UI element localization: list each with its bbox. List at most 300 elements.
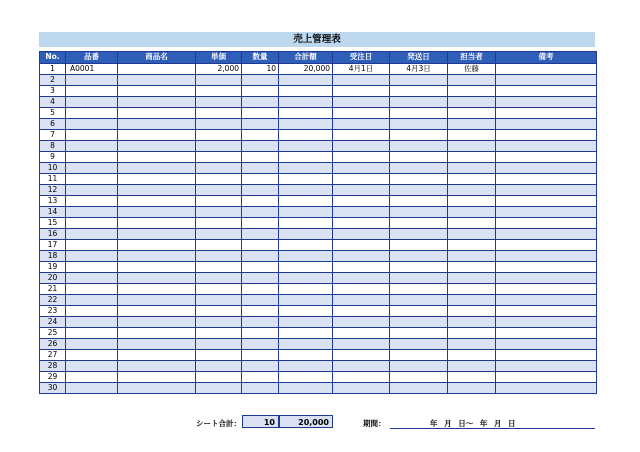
row-code-cell[interactable] — [66, 294, 118, 305]
row-order-date-cell[interactable] — [333, 206, 390, 217]
col-header-no: No. — [40, 52, 66, 64]
row-rep-cell[interactable] — [448, 96, 496, 107]
row-qty-cell[interactable] — [242, 206, 279, 217]
row-qty-cell[interactable] — [242, 184, 279, 195]
row-note-cell[interactable] — [496, 162, 597, 173]
row-note-cell[interactable] — [496, 63, 597, 74]
row-name-cell[interactable] — [118, 129, 196, 140]
row-qty-cell[interactable] — [242, 217, 279, 228]
table-row — [40, 96, 597, 107]
row-name-cell[interactable] — [118, 184, 196, 195]
row-price-cell[interactable] — [196, 305, 242, 316]
row-ship-date-cell[interactable] — [390, 327, 448, 338]
row-rep-cell[interactable] — [448, 206, 496, 217]
row-code-cell[interactable] — [66, 118, 118, 129]
row-no-cell: 19 — [40, 261, 66, 272]
row-total-cell[interactable] — [279, 129, 333, 140]
row-total-cell[interactable] — [279, 382, 333, 393]
row-name-cell[interactable] — [118, 349, 196, 360]
row-ship-date-cell[interactable] — [390, 107, 448, 118]
row-code-cell[interactable] — [66, 239, 118, 250]
row-name-cell[interactable] — [118, 261, 196, 272]
row-code-cell[interactable] — [66, 151, 118, 162]
row-order-date-cell[interactable] — [333, 349, 390, 360]
row-rep-cell[interactable] — [448, 349, 496, 360]
row-order-date-cell[interactable] — [333, 371, 390, 382]
table-row — [40, 261, 597, 272]
qty-total-cell[interactable]: 10 — [242, 415, 279, 428]
row-price-cell[interactable] — [196, 360, 242, 371]
row-total-cell[interactable] — [279, 261, 333, 272]
row-name-cell[interactable] — [118, 96, 196, 107]
row-total-cell[interactable]: 20,000 — [279, 63, 333, 74]
row-price-cell[interactable] — [196, 74, 242, 85]
row-note-cell[interactable] — [496, 140, 597, 151]
row-order-date-cell[interactable] — [333, 305, 390, 316]
row-qty-cell[interactable] — [242, 162, 279, 173]
row-qty-cell[interactable] — [242, 349, 279, 360]
row-name-cell[interactable] — [118, 228, 196, 239]
row-code-cell[interactable] — [66, 250, 118, 261]
row-name-cell[interactable] — [118, 371, 196, 382]
row-rep-cell[interactable] — [448, 118, 496, 129]
row-total-cell[interactable] — [279, 140, 333, 151]
row-price-cell[interactable] — [196, 272, 242, 283]
row-name-cell[interactable] — [118, 206, 196, 217]
row-qty-cell[interactable]: 10 — [242, 63, 279, 74]
table-row — [40, 228, 597, 239]
row-ship-date-cell[interactable] — [390, 85, 448, 96]
row-ship-date-cell[interactable] — [390, 118, 448, 129]
row-ship-date-cell[interactable] — [390, 338, 448, 349]
row-price-cell[interactable] — [196, 162, 242, 173]
table-header-row — [40, 52, 597, 64]
row-ship-date-cell[interactable] — [390, 239, 448, 250]
row-code-cell[interactable] — [66, 305, 118, 316]
row-rep-cell[interactable] — [448, 228, 496, 239]
row-ship-date-cell[interactable] — [390, 206, 448, 217]
row-code-cell[interactable] — [66, 107, 118, 118]
row-order-date-cell[interactable] — [333, 360, 390, 371]
row-qty-cell[interactable] — [242, 195, 279, 206]
row-qty-cell[interactable] — [242, 107, 279, 118]
row-qty-cell[interactable] — [242, 129, 279, 140]
row-ship-date-cell[interactable] — [390, 74, 448, 85]
row-total-cell[interactable] — [279, 349, 333, 360]
row-note-cell[interactable] — [496, 316, 597, 327]
row-order-date-cell[interactable] — [333, 195, 390, 206]
row-qty-cell[interactable] — [242, 250, 279, 261]
row-ship-date-cell[interactable] — [390, 283, 448, 294]
row-code-cell[interactable]: A0001 — [66, 63, 118, 74]
row-total-cell[interactable] — [279, 316, 333, 327]
row-note-cell[interactable] — [496, 349, 597, 360]
row-order-date-cell[interactable] — [333, 85, 390, 96]
row-ship-date-cell[interactable]: 4月3日 — [390, 63, 448, 74]
row-qty-cell[interactable] — [242, 239, 279, 250]
row-name-cell[interactable] — [118, 162, 196, 173]
row-total-cell[interactable] — [279, 107, 333, 118]
row-price-cell[interactable]: 2,000 — [196, 63, 242, 74]
row-qty-cell[interactable] — [242, 283, 279, 294]
row-ship-date-cell[interactable] — [390, 349, 448, 360]
table-row — [40, 206, 597, 217]
row-no-cell: 28 — [40, 360, 66, 371]
row-total-cell[interactable] — [279, 217, 333, 228]
row-code-cell[interactable] — [66, 272, 118, 283]
row-order-date-cell[interactable] — [333, 151, 390, 162]
row-name-cell[interactable] — [118, 250, 196, 261]
row-order-date-cell[interactable] — [333, 107, 390, 118]
row-code-cell[interactable] — [66, 217, 118, 228]
row-total-cell[interactable] — [279, 74, 333, 85]
row-price-cell[interactable] — [196, 140, 242, 151]
row-qty-cell[interactable] — [242, 173, 279, 184]
row-code-cell[interactable] — [66, 349, 118, 360]
row-rep-cell[interactable] — [448, 85, 496, 96]
row-note-cell[interactable] — [496, 327, 597, 338]
row-note-cell[interactable] — [496, 250, 597, 261]
row-price-cell[interactable] — [196, 371, 242, 382]
row-name-cell[interactable] — [118, 85, 196, 96]
row-note-cell[interactable] — [496, 272, 597, 283]
row-ship-date-cell[interactable] — [390, 217, 448, 228]
row-qty-cell[interactable] — [242, 360, 279, 371]
row-no-cell: 16 — [40, 228, 66, 239]
row-price-cell[interactable] — [196, 217, 242, 228]
row-price-cell[interactable] — [196, 118, 242, 129]
row-name-cell[interactable] — [118, 107, 196, 118]
row-price-cell[interactable] — [196, 294, 242, 305]
row-name-cell[interactable] — [118, 63, 196, 74]
row-qty-cell[interactable] — [242, 338, 279, 349]
amount-total-cell[interactable]: 20,000 — [279, 415, 333, 428]
row-order-date-cell[interactable] — [333, 261, 390, 272]
row-total-cell[interactable] — [279, 206, 333, 217]
row-code-cell[interactable] — [66, 261, 118, 272]
row-code-cell[interactable] — [66, 74, 118, 85]
row-rep-cell[interactable] — [448, 261, 496, 272]
row-ship-date-cell[interactable] — [390, 250, 448, 261]
row-code-cell[interactable] — [66, 184, 118, 195]
period-label: 期間： — [363, 419, 386, 428]
row-price-cell[interactable] — [196, 327, 242, 338]
row-note-cell[interactable] — [496, 107, 597, 118]
row-qty-cell[interactable] — [242, 74, 279, 85]
row-note-cell[interactable] — [496, 360, 597, 371]
row-price-cell[interactable] — [196, 96, 242, 107]
row-total-cell[interactable] — [279, 360, 333, 371]
row-note-cell[interactable] — [496, 283, 597, 294]
row-total-cell[interactable] — [279, 338, 333, 349]
row-order-date-cell[interactable] — [333, 239, 390, 250]
row-rep-cell[interactable] — [448, 173, 496, 184]
row-order-date-cell[interactable]: 4月1日 — [333, 63, 390, 74]
row-order-date-cell[interactable] — [333, 129, 390, 140]
row-rep-cell[interactable] — [448, 140, 496, 151]
row-qty-cell[interactable] — [242, 371, 279, 382]
row-total-cell[interactable] — [279, 272, 333, 283]
row-total-cell[interactable] — [279, 327, 333, 338]
row-order-date-cell[interactable] — [333, 184, 390, 195]
row-ship-date-cell[interactable] — [390, 129, 448, 140]
row-rep-cell[interactable] — [448, 316, 496, 327]
col-header-price: 単価 — [196, 52, 242, 64]
row-name-cell[interactable] — [118, 283, 196, 294]
table-row — [40, 85, 597, 96]
period-value[interactable]: 年 月 日～ 年 月 日 — [430, 419, 516, 428]
row-name-cell[interactable] — [118, 217, 196, 228]
row-total-cell[interactable] — [279, 85, 333, 96]
row-qty-cell[interactable] — [242, 140, 279, 151]
row-total-cell[interactable] — [279, 228, 333, 239]
row-name-cell[interactable] — [118, 140, 196, 151]
row-note-cell[interactable] — [496, 239, 597, 250]
row-code-cell[interactable] — [66, 316, 118, 327]
row-ship-date-cell[interactable] — [390, 96, 448, 107]
row-code-cell[interactable] — [66, 206, 118, 217]
row-name-cell[interactable] — [118, 74, 196, 85]
row-code-cell[interactable] — [66, 371, 118, 382]
row-note-cell[interactable] — [496, 228, 597, 239]
row-no-cell: 6 — [40, 118, 66, 129]
row-rep-cell[interactable] — [448, 217, 496, 228]
row-total-cell[interactable] — [279, 173, 333, 184]
row-code-cell[interactable] — [66, 96, 118, 107]
row-name-cell[interactable] — [118, 382, 196, 393]
sheet-total-label: シート合計： — [196, 419, 241, 428]
row-code-cell[interactable] — [66, 228, 118, 239]
row-code-cell[interactable] — [66, 338, 118, 349]
row-name-cell[interactable] — [118, 272, 196, 283]
row-price-cell[interactable] — [196, 85, 242, 96]
row-name-cell[interactable] — [118, 327, 196, 338]
row-ship-date-cell[interactable] — [390, 173, 448, 184]
row-price-cell[interactable] — [196, 261, 242, 272]
row-rep-cell[interactable] — [448, 360, 496, 371]
row-code-cell[interactable] — [66, 360, 118, 371]
row-total-cell[interactable] — [279, 118, 333, 129]
row-note-cell[interactable] — [496, 151, 597, 162]
row-price-cell[interactable] — [196, 206, 242, 217]
row-ship-date-cell[interactable] — [390, 360, 448, 371]
row-name-cell[interactable] — [118, 151, 196, 162]
row-ship-date-cell[interactable] — [390, 195, 448, 206]
row-ship-date-cell[interactable] — [390, 272, 448, 283]
row-qty-cell[interactable] — [242, 272, 279, 283]
row-order-date-cell[interactable] — [333, 140, 390, 151]
row-rep-cell[interactable] — [448, 162, 496, 173]
row-qty-cell[interactable] — [242, 327, 279, 338]
row-rep-cell[interactable] — [448, 129, 496, 140]
row-name-cell[interactable] — [118, 305, 196, 316]
row-total-cell[interactable] — [279, 294, 333, 305]
row-qty-cell[interactable] — [242, 294, 279, 305]
row-price-cell[interactable] — [196, 107, 242, 118]
row-ship-date-cell[interactable] — [390, 228, 448, 239]
row-order-date-cell[interactable] — [333, 162, 390, 173]
row-name-cell[interactable] — [118, 173, 196, 184]
row-total-cell[interactable] — [279, 151, 333, 162]
row-price-cell[interactable] — [196, 228, 242, 239]
row-qty-cell[interactable] — [242, 316, 279, 327]
row-no-cell: 23 — [40, 305, 66, 316]
row-code-cell[interactable] — [66, 173, 118, 184]
row-price-cell[interactable] — [196, 382, 242, 393]
row-price-cell[interactable] — [196, 239, 242, 250]
row-qty-cell[interactable] — [242, 151, 279, 162]
col-header-note: 備考 — [496, 52, 597, 64]
row-price-cell[interactable] — [196, 338, 242, 349]
table-row — [40, 305, 597, 316]
row-ship-date-cell[interactable] — [390, 305, 448, 316]
row-total-cell[interactable] — [279, 305, 333, 316]
row-rep-cell[interactable] — [448, 283, 496, 294]
row-rep-cell[interactable] — [448, 74, 496, 85]
row-price-cell[interactable] — [196, 316, 242, 327]
row-code-cell[interactable] — [66, 162, 118, 173]
row-ship-date-cell[interactable] — [390, 184, 448, 195]
row-price-cell[interactable] — [196, 349, 242, 360]
row-name-cell[interactable] — [118, 294, 196, 305]
table-row — [40, 250, 597, 261]
row-rep-cell[interactable] — [448, 151, 496, 162]
row-rep-cell[interactable] — [448, 382, 496, 393]
row-name-cell[interactable] — [118, 118, 196, 129]
row-qty-cell[interactable] — [242, 85, 279, 96]
row-ship-date-cell[interactable] — [390, 382, 448, 393]
row-no-cell: 1 — [40, 63, 66, 74]
row-note-cell[interactable] — [496, 371, 597, 382]
row-rep-cell[interactable]: 佐藤 — [448, 63, 496, 74]
row-rep-cell[interactable] — [448, 250, 496, 261]
sheet-title: 売上管理表 — [39, 32, 595, 47]
row-rep-cell[interactable] — [448, 107, 496, 118]
row-price-cell[interactable] — [196, 173, 242, 184]
row-qty-cell[interactable] — [242, 382, 279, 393]
row-order-date-cell[interactable] — [333, 228, 390, 239]
row-ship-date-cell[interactable] — [390, 261, 448, 272]
row-no-cell: 12 — [40, 184, 66, 195]
row-ship-date-cell[interactable] — [390, 162, 448, 173]
row-ship-date-cell[interactable] — [390, 371, 448, 382]
row-note-cell[interactable] — [496, 195, 597, 206]
row-order-date-cell[interactable] — [333, 294, 390, 305]
row-code-cell[interactable] — [66, 382, 118, 393]
row-total-cell[interactable] — [279, 371, 333, 382]
row-code-cell[interactable] — [66, 327, 118, 338]
row-rep-cell[interactable] — [448, 338, 496, 349]
row-rep-cell[interactable] — [448, 195, 496, 206]
row-total-cell[interactable] — [279, 195, 333, 206]
row-order-date-cell[interactable] — [333, 173, 390, 184]
row-qty-cell[interactable] — [242, 305, 279, 316]
row-code-cell[interactable] — [66, 283, 118, 294]
row-qty-cell[interactable] — [242, 96, 279, 107]
table-row — [40, 151, 597, 162]
row-ship-date-cell[interactable] — [390, 151, 448, 162]
row-order-date-cell[interactable] — [333, 382, 390, 393]
row-note-cell[interactable] — [496, 382, 597, 393]
row-name-cell[interactable] — [118, 239, 196, 250]
row-total-cell[interactable] — [279, 96, 333, 107]
row-ship-date-cell[interactable] — [390, 294, 448, 305]
row-order-date-cell[interactable] — [333, 283, 390, 294]
row-rep-cell[interactable] — [448, 327, 496, 338]
row-note-cell[interactable] — [496, 305, 597, 316]
row-note-cell[interactable] — [496, 96, 597, 107]
row-note-cell[interactable] — [496, 294, 597, 305]
row-rep-cell[interactable] — [448, 371, 496, 382]
row-no-cell: 4 — [40, 96, 66, 107]
row-name-cell[interactable] — [118, 338, 196, 349]
row-order-date-cell[interactable] — [333, 316, 390, 327]
row-rep-cell[interactable] — [448, 294, 496, 305]
row-price-cell[interactable] — [196, 184, 242, 195]
row-rep-cell[interactable] — [448, 305, 496, 316]
row-note-cell[interactable] — [496, 85, 597, 96]
row-order-date-cell[interactable] — [333, 74, 390, 85]
row-note-cell[interactable] — [496, 184, 597, 195]
row-note-cell[interactable] — [496, 206, 597, 217]
row-code-cell[interactable] — [66, 129, 118, 140]
row-total-cell[interactable] — [279, 239, 333, 250]
row-price-cell[interactable] — [196, 129, 242, 140]
row-order-date-cell[interactable] — [333, 338, 390, 349]
row-order-date-cell[interactable] — [333, 118, 390, 129]
row-name-cell[interactable] — [118, 195, 196, 206]
row-qty-cell[interactable] — [242, 118, 279, 129]
row-order-date-cell[interactable] — [333, 272, 390, 283]
row-note-cell[interactable] — [496, 338, 597, 349]
row-ship-date-cell[interactable] — [390, 140, 448, 151]
row-order-date-cell[interactable] — [333, 250, 390, 261]
row-code-cell[interactable] — [66, 85, 118, 96]
row-note-cell[interactable] — [496, 118, 597, 129]
table-row — [40, 107, 597, 118]
row-ship-date-cell[interactable] — [390, 316, 448, 327]
row-rep-cell[interactable] — [448, 184, 496, 195]
row-note-cell[interactable] — [496, 173, 597, 184]
row-rep-cell[interactable] — [448, 239, 496, 250]
row-price-cell[interactable] — [196, 195, 242, 206]
table-row — [40, 74, 597, 85]
table-row — [40, 129, 597, 140]
row-order-date-cell[interactable] — [333, 217, 390, 228]
row-total-cell[interactable] — [279, 184, 333, 195]
row-note-cell[interactable] — [496, 217, 597, 228]
row-rep-cell[interactable] — [448, 272, 496, 283]
row-name-cell[interactable] — [118, 316, 196, 327]
row-price-cell[interactable] — [196, 283, 242, 294]
row-note-cell[interactable] — [496, 261, 597, 272]
row-qty-cell[interactable] — [242, 261, 279, 272]
row-total-cell[interactable] — [279, 283, 333, 294]
row-no-cell: 21 — [40, 283, 66, 294]
row-price-cell[interactable] — [196, 151, 242, 162]
row-note-cell[interactable] — [496, 129, 597, 140]
row-order-date-cell[interactable] — [333, 327, 390, 338]
row-total-cell[interactable] — [279, 250, 333, 261]
row-total-cell[interactable] — [279, 162, 333, 173]
row-code-cell[interactable] — [66, 140, 118, 151]
row-qty-cell[interactable] — [242, 228, 279, 239]
row-note-cell[interactable] — [496, 74, 597, 85]
row-name-cell[interactable] — [118, 360, 196, 371]
row-code-cell[interactable] — [66, 195, 118, 206]
row-order-date-cell[interactable] — [333, 96, 390, 107]
row-price-cell[interactable] — [196, 250, 242, 261]
